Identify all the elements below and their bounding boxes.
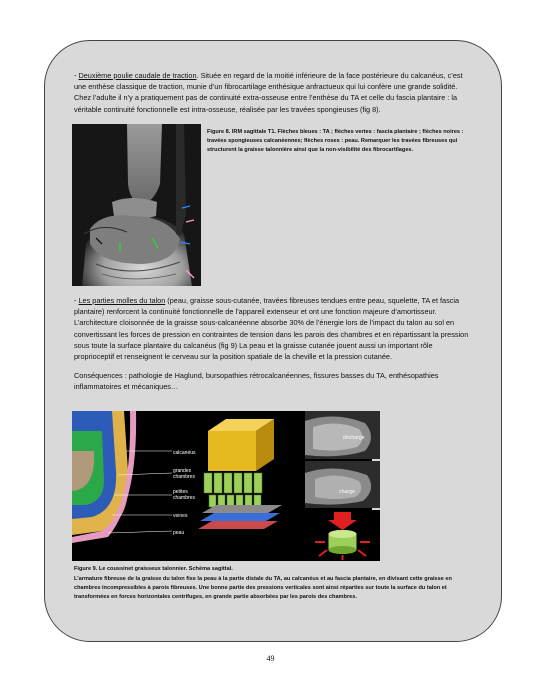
figure9-pressure-cylinder (305, 510, 380, 561)
consequences-paragraph: Conséquences : pathologie de Haglund, bursopathies rétrocalcanéennes, fissures basses du TA, enthésopathies inflammatoires et mécaniques… (74, 371, 439, 392)
label-calcaneus: calcanéus (173, 450, 196, 456)
section2-heading: Les parties molles du talon (78, 296, 166, 305)
label-petites-chambres: chambres (173, 495, 195, 501)
label-grandes: grandes (173, 468, 192, 474)
page-number: 49 (266, 654, 275, 663)
figure8-caption: Figure 8. IRM sagittale T1. Flèches bleues : TA ; flèches vertes : fascia plantaire ; flèches noires : travées spongieuses calcanéennes; flèches roses : peau. Remarquer les travées fibreuses qui structurent la graisse talonnière ainsi que la non-visibilité des fibrocartilages. (207, 129, 464, 154)
label-peau: peau (173, 530, 185, 536)
section1-paragraph: - Deuxième poulie caudale de traction. Située en regard de la moitié inférieure de la face postérieure du calcanéus, c’est une enthèse classique de traction, munie d’un fibrocartilage enthésique anfractueux qui lui confère une grande solidité. Chez l’adulte il n’y a pratiquement pas de continuité extra-osseuse entre l’enthèse du TA et celle du fascia plantaire : la véritable continuité fonctionnelle est intra-osseuse, réalisée par les travées spongieuses (fig 8). (74, 71, 463, 114)
figure9-title: Figure 9. Le coussinet graisseux talonnier. Schéma sagittal. (74, 566, 233, 572)
figure9-photo-decharge (305, 411, 380, 459)
label-veines: veines (173, 513, 188, 519)
label-petites: petites (173, 489, 188, 495)
section1-heading: Deuxième poulie caudale de traction (78, 71, 197, 80)
figure9-photo-charge (305, 461, 380, 508)
figure8-mri-image (72, 124, 201, 286)
label-grandes-chambres: chambres (173, 474, 195, 480)
label-charge: charge (339, 489, 355, 495)
section2-paragraph: - Les parties molles du talon (peau, graisse sous-cutanée, travées fibreuses tendues entre peau, squelette, TA et fascia plantaire) renforcent la continuité fonctionnelle de l’appareil extenseur et ont une fonction majeure d’amortisseur. L’architecture cloisonnée de la graisse sous-calcanéenne absorbe 30% de l’énergie lors de l’impact du talon au sol en convertissant les forces de pression en contraintes de tension dans les parois des chambres et en répartissant la pression sous toute la surface plantaire du calcanéus (fig 9) La peau et la graisse cutanée jouent aussi un important rôle proprioceptif et renseignent le cerveau sur la position spatiale de la cheville et la pression cutanée. (74, 296, 469, 362)
label-decharge: décharge (343, 435, 365, 441)
figure9-caption: L’armature fibreuse de la graisse du talon fixe la peau à la partie distale du TA, au calcanéus et au fascia plantaire, en divisant cette graisse en chambres incompressibles à parois fibreuses. Une bonne partie des pressions verticales sont ainsi réparties sur toute la surface du talon et transformées en forces horizontales centrifuges, en grande partie absorbées par les parois des chambres. (74, 576, 452, 601)
